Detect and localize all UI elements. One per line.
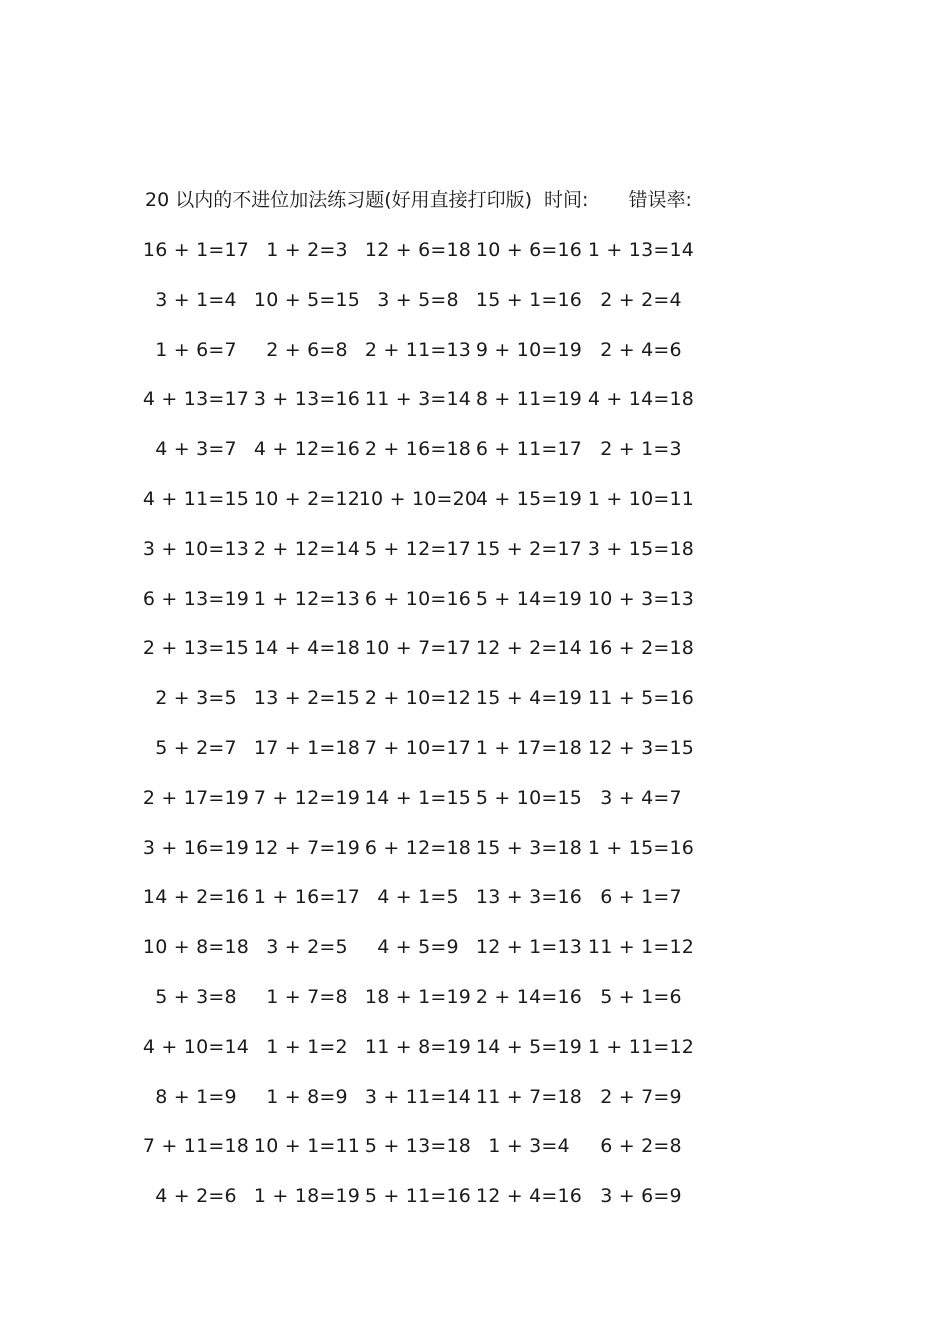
equation: 7 + 12=19	[253, 786, 361, 809]
equation: 5 + 11=16	[364, 1185, 472, 1208]
equation: 16 + 1=17	[142, 239, 250, 261]
equation: 14 + 1=15	[364, 786, 472, 809]
equation-row	[0, 734, 950, 784]
equation-row	[0, 485, 950, 535]
equation: 10 + 1=11	[253, 1135, 361, 1158]
equation: 1 + 11=12	[587, 1035, 695, 1058]
equation: 2 + 11=13	[364, 338, 472, 361]
equation: 10 + 5=15	[253, 288, 361, 311]
equation: 4 + 15=19	[475, 487, 583, 510]
equation: 3 + 4=7	[600, 786, 682, 809]
equation: 3 + 13=16	[253, 388, 361, 411]
equation: 11 + 7=18	[475, 1085, 583, 1108]
equation: 6 + 13=19	[142, 587, 250, 610]
equation: 3 + 2=5	[266, 936, 348, 959]
equation: 4 + 2=6	[155, 1185, 237, 1208]
equation: 2 + 7=9	[600, 1085, 682, 1108]
equation: 6 + 12=18	[364, 836, 472, 859]
equation: 12 + 7=19	[253, 836, 361, 859]
equation: 1 + 2=3	[266, 239, 348, 261]
equation: 4 + 5=9	[377, 936, 459, 959]
equation: 8 + 11=19	[475, 388, 583, 411]
worksheet-header	[145, 186, 692, 214]
equation: 3 + 11=14	[364, 1085, 472, 1108]
equation: 2 + 16=18	[364, 438, 472, 461]
equation: 3 + 5=8	[377, 288, 459, 311]
equation: 2 + 1=3	[600, 438, 682, 461]
equation: 13 + 3=16	[475, 886, 583, 909]
equation-row	[0, 634, 950, 684]
equation-row	[0, 883, 950, 933]
equation: 1 + 16=17	[253, 886, 361, 909]
equation: 5 + 2=7	[155, 736, 237, 759]
equation: 12 + 1=13	[475, 936, 583, 959]
equation: 2 + 10=12	[364, 687, 472, 710]
equation: 5 + 10=15	[475, 786, 583, 809]
equation: 3 + 10=13	[142, 537, 250, 560]
equation: 12 + 4=16	[475, 1185, 583, 1208]
equation: 11 + 1=12	[587, 936, 695, 959]
equation: 4 + 12=16	[253, 438, 361, 461]
equation: 6 + 10=16	[364, 587, 472, 610]
equation: 2 + 12=14	[253, 537, 361, 560]
equation-row	[0, 385, 950, 435]
equation: 1 + 6=7	[155, 338, 237, 361]
equation-row	[0, 784, 950, 834]
time-label: 时间:	[544, 189, 589, 211]
equation: 10 + 3=13	[587, 587, 695, 610]
equation-row	[0, 585, 950, 635]
equation: 12 + 3=15	[587, 736, 695, 759]
equation: 16 + 2=18	[587, 637, 695, 660]
equation: 2 + 4=6	[600, 338, 682, 361]
equation-row	[0, 286, 950, 336]
equation: 8 + 1=9	[155, 1085, 237, 1108]
equation: 5 + 1=6	[600, 985, 682, 1008]
equation: 9 + 10=19	[475, 338, 583, 361]
equation: 2 + 14=16	[475, 985, 583, 1008]
equation: 1 + 13=14	[587, 239, 695, 261]
equation: 1 + 18=19	[253, 1185, 361, 1208]
equation: 15 + 3=18	[475, 836, 583, 859]
equation: 10 + 6=16	[475, 239, 583, 261]
equation: 10 + 7=17	[364, 637, 472, 660]
equation: 1 + 15=16	[587, 836, 695, 859]
equation: 14 + 5=19	[475, 1035, 583, 1058]
equation: 10 + 8=18	[142, 936, 250, 959]
equation: 11 + 3=14	[364, 388, 472, 411]
equation: 4 + 1=5	[377, 886, 459, 909]
equation: 10 + 10=20	[358, 487, 478, 510]
equation-row	[0, 1083, 950, 1133]
equation: 1 + 8=9	[266, 1085, 348, 1108]
equation: 7 + 11=18	[142, 1135, 250, 1158]
equation: 15 + 2=17	[475, 537, 583, 560]
equation: 5 + 13=18	[364, 1135, 472, 1158]
equation: 14 + 2=16	[142, 886, 250, 909]
equation-grid	[0, 236, 950, 1232]
equation: 5 + 3=8	[155, 985, 237, 1008]
equation: 1 + 1=2	[266, 1035, 348, 1058]
equation: 4 + 3=7	[155, 438, 237, 461]
equation: 2 + 2=4	[600, 288, 682, 311]
equation-row	[0, 535, 950, 585]
equation: 15 + 4=19	[475, 687, 583, 710]
equation: 12 + 2=14	[475, 637, 583, 660]
equation: 2 + 6=8	[266, 338, 348, 361]
equation-row	[0, 236, 950, 286]
equation: 2 + 3=5	[155, 687, 237, 710]
equation: 2 + 13=15	[142, 637, 250, 660]
equation: 4 + 13=17	[142, 388, 250, 411]
equation: 4 + 11=15	[142, 487, 250, 510]
equation: 13 + 2=15	[253, 687, 361, 710]
equation: 3 + 16=19	[142, 836, 250, 859]
equation-row	[0, 933, 950, 983]
equation: 12 + 6=18	[364, 239, 472, 261]
equation: 6 + 11=17	[475, 438, 583, 461]
equation: 6 + 1=7	[600, 886, 682, 909]
equation: 4 + 10=14	[142, 1035, 250, 1058]
equation: 15 + 1=16	[475, 288, 583, 311]
equation: 3 + 6=9	[600, 1185, 682, 1208]
equation-row	[0, 1132, 950, 1182]
equation: 11 + 5=16	[587, 687, 695, 710]
equation: 5 + 12=17	[364, 537, 472, 560]
equation: 17 + 1=18	[253, 736, 361, 759]
equation: 1 + 17=18	[475, 736, 583, 759]
error-rate-label: 错误率:	[628, 189, 692, 211]
equation: 1 + 7=8	[266, 985, 348, 1008]
equation: 18 + 1=19	[364, 985, 472, 1008]
equation: 2 + 17=19	[142, 786, 250, 809]
equation: 10 + 2=12	[253, 487, 361, 510]
equation: 4 + 14=18	[587, 388, 695, 411]
equation: 3 + 15=18	[587, 537, 695, 560]
equation: 7 + 10=17	[364, 736, 472, 759]
equation: 6 + 2=8	[600, 1135, 682, 1158]
equation-row	[0, 336, 950, 386]
equation: 1 + 10=11	[587, 487, 695, 510]
equation-row	[0, 684, 950, 734]
equation: 14 + 4=18	[253, 637, 361, 660]
equation: 1 + 3=4	[488, 1135, 570, 1158]
equation: 3 + 1=4	[155, 288, 237, 311]
equation-row	[0, 834, 950, 884]
equation-row	[0, 1033, 950, 1083]
equation-row	[0, 983, 950, 1033]
equation: 1 + 12=13	[253, 587, 361, 610]
equation-row	[0, 435, 950, 485]
equation-row	[0, 1182, 950, 1232]
equation: 11 + 8=19	[364, 1035, 472, 1058]
equation: 5 + 14=19	[475, 587, 583, 610]
worksheet-title: 20 以内的不进位加法练习题(好用直接打印版)	[145, 189, 533, 211]
